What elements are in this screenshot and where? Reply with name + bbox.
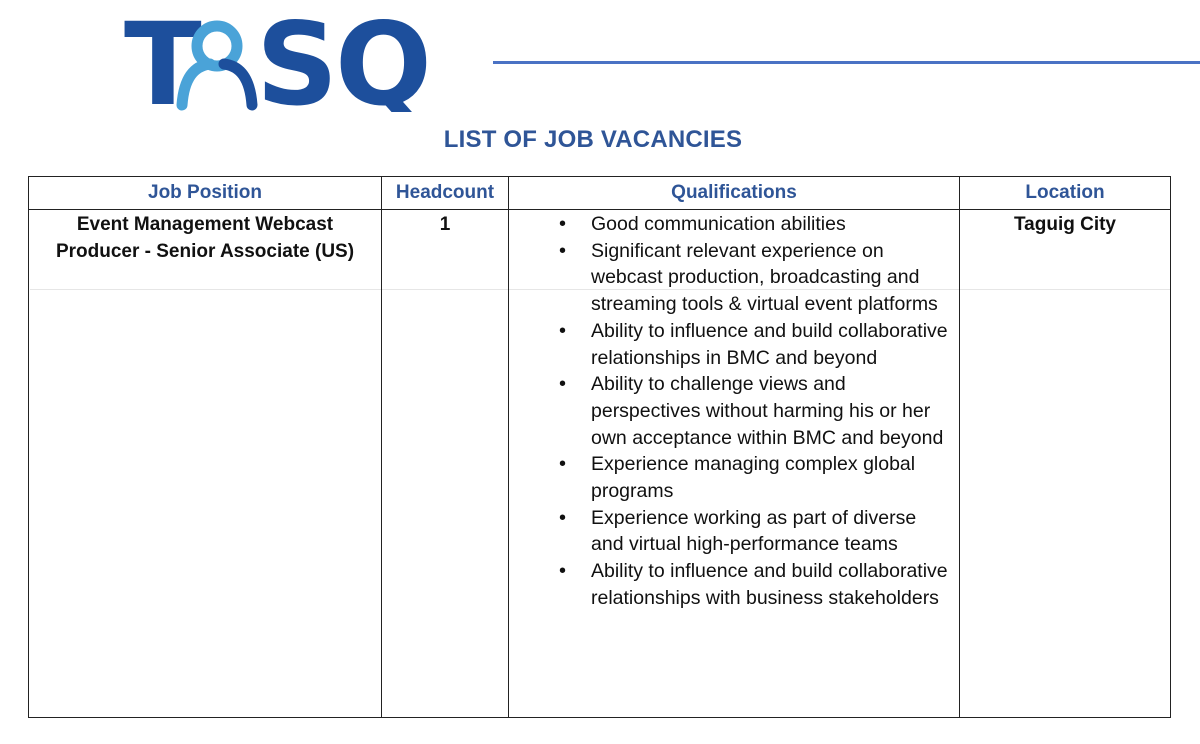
job-position-cell	[29, 210, 382, 718]
column-header-qualifications: Qualifications	[509, 177, 960, 210]
list-item: • Ability to challenge views and perspectives without harming his or her own acceptance within BMC and beyond	[509, 371, 949, 451]
headcount-value: 1	[439, 214, 451, 235]
column-header-job-position: Job Position	[29, 177, 382, 210]
logo-letter-q: Q	[335, 8, 431, 112]
company-logo	[122, 8, 452, 112]
location-cell	[960, 210, 1171, 718]
list-item: • Experience managing complex global programs	[509, 451, 949, 504]
page-title: LIST OF JOB VACANCIES	[443, 126, 743, 153]
header-divider	[493, 61, 1200, 64]
job-position-text: Event Management Webcast Producer - Senior Associate (US)	[55, 214, 355, 262]
table-header-row	[29, 177, 1171, 210]
logo-letter-t: T	[124, 8, 201, 112]
headcount-cell	[382, 210, 509, 718]
tasq-logo-graphic	[122, 8, 452, 112]
list-item: • Ability to influence and build collaborative relationships with business stakeholders	[509, 558, 949, 611]
job-vacancies-table	[28, 176, 1171, 718]
list-item: • Significant relevant experience on webcast production, broadcasting and streaming tools & virtual event platforms	[509, 238, 949, 318]
table-row	[29, 210, 1171, 718]
qualifications-cell	[509, 210, 960, 718]
qualifications-list	[509, 210, 959, 612]
list-item: • Experience working as part of diverse and virtual high-performance teams	[509, 505, 949, 558]
list-item: • Ability to influence and build collaborative relationships in BMC and beyond	[509, 318, 949, 371]
location-value: Taguig City	[1013, 214, 1117, 235]
column-header-headcount: Headcount	[382, 177, 509, 210]
list-item: • Good communication abilities	[509, 211, 949, 238]
logo-letter-s: S	[256, 8, 338, 112]
column-header-location: Location	[960, 177, 1171, 210]
